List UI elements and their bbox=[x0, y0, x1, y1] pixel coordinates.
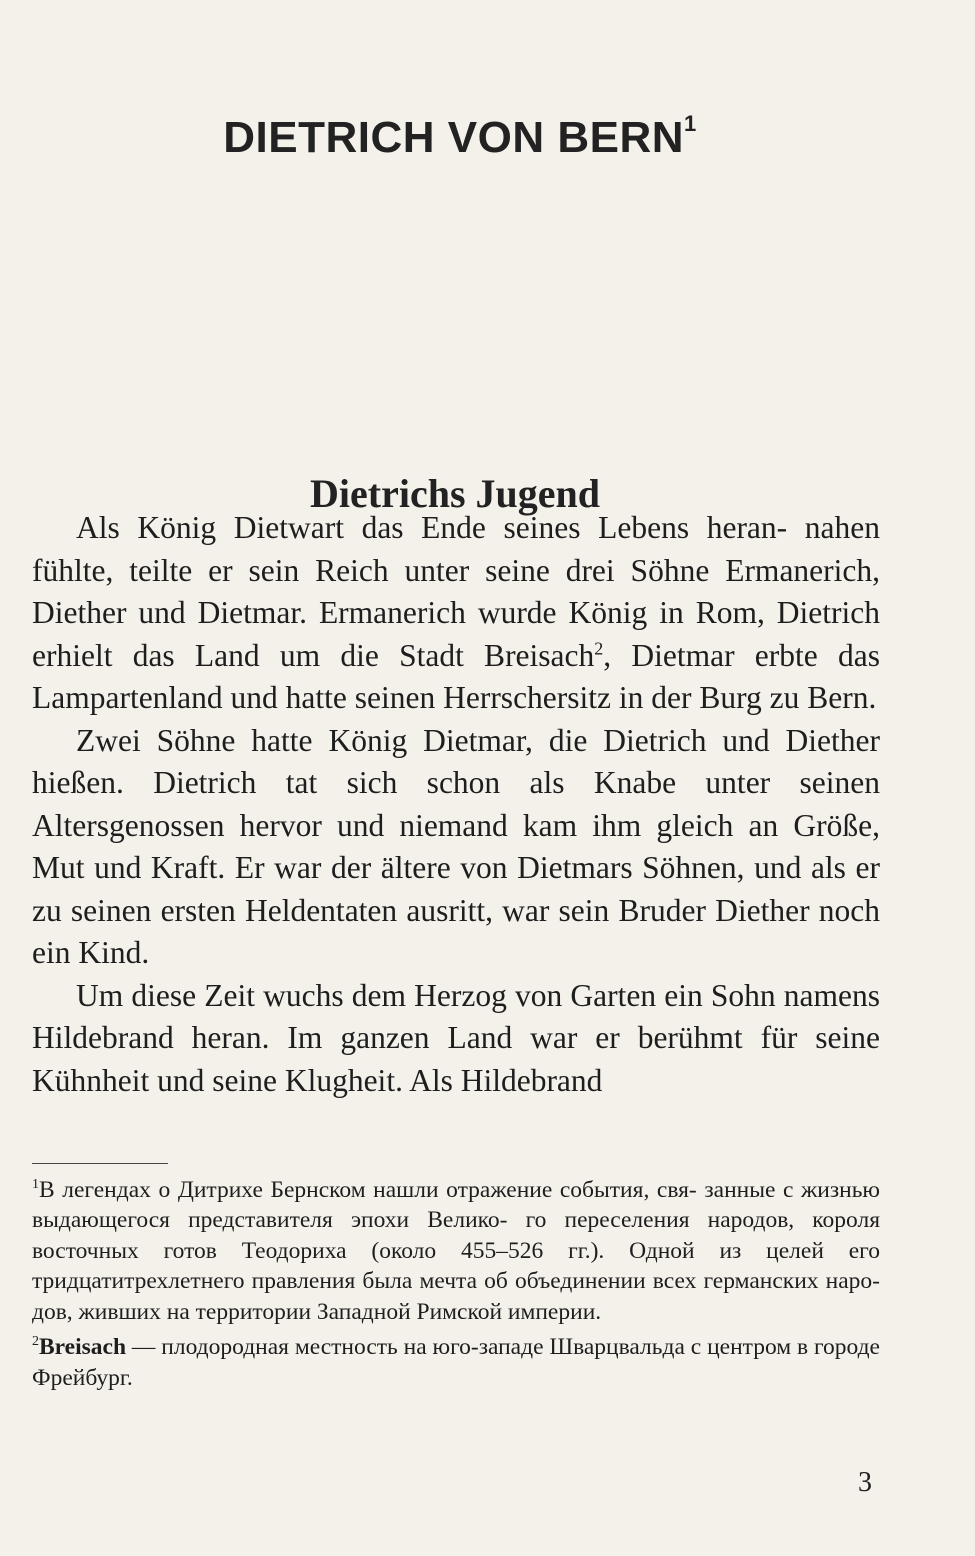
footnote-divider bbox=[32, 1163, 168, 1164]
footnote-2-text: — плодородная местность на юго-западе Шварцвальда с центром в городе Фрейбург. bbox=[32, 1334, 880, 1391]
chapter-footnote-mark: 1 bbox=[684, 110, 697, 136]
paragraph-1-text-a: Als König Dietwart das Ende seines Lebens heran- nahen fühlte, teilte er sein Reich unter seine drei Söhne Ermanerich, Diether und Dietmar. Ermanerich wurde König in Rom, Dietrich erhielt das Land um die Stadt Breisach bbox=[32, 510, 880, 673]
paragraph-1-footnote-mark: 2 bbox=[594, 638, 604, 658]
paragraph-2: Zwei Söhne hatte König Dietmar, die Dietrich und Diether hießen. Dietrich tat sich schon als Knabe unter seinen Altersgenossen hervor und niemand kam ihm gleich an Größe, Mut und Kraft. Er war der ältere von Dietmars Söhnen, und als er zu seinen ersten Heldentaten ausritt, war sein Bruder Diether noch ein Kind. bbox=[32, 722, 880, 970]
footnote-1 bbox=[32, 1170, 880, 1327]
section-title: Dietrichs Jugend bbox=[310, 471, 600, 517]
paragraph-3: Um diese Zeit wuchs dem Herzog von Garten ein Sohn namens Hildebrand heran. Im ganzen Land war er berühmt für seine Kühnheit und seine Klugheit. Als Hildebrand bbox=[32, 977, 880, 1098]
footnote-1-text: В легендах о Дитрихе Бернском нашли отражение события, свя- занные с жизнью выдающегося представителя эпохи Велико- го переселения народов, короля восточных готов Теодориха (около 455–526 гг.). Одной из целей его тридцатитрехлетнего правления была мечта об объединении всех германских наро- дов, живших на территории Западной Римской империи. bbox=[32, 1176, 880, 1325]
footnote-2-term: Breisach bbox=[39, 1334, 127, 1361]
paragraph-1 bbox=[32, 507, 880, 720]
paragraph-1-text-b: , Dietmar erbte das Lampartenland und hatte seinen Herrschersitz in der Burg zu Bern. bbox=[32, 637, 880, 715]
footnote-1-mark: 1 bbox=[32, 1177, 39, 1192]
body-text bbox=[32, 507, 880, 1102]
footnotes bbox=[32, 1170, 880, 1393]
chapter-title bbox=[0, 110, 920, 163]
footnote-2 bbox=[32, 1327, 880, 1393]
page-number: 3 bbox=[858, 1467, 872, 1498]
chapter-title-text: DIETRICH VON BERN bbox=[223, 113, 684, 163]
footnote-2-mark: 2 bbox=[32, 1334, 39, 1350]
